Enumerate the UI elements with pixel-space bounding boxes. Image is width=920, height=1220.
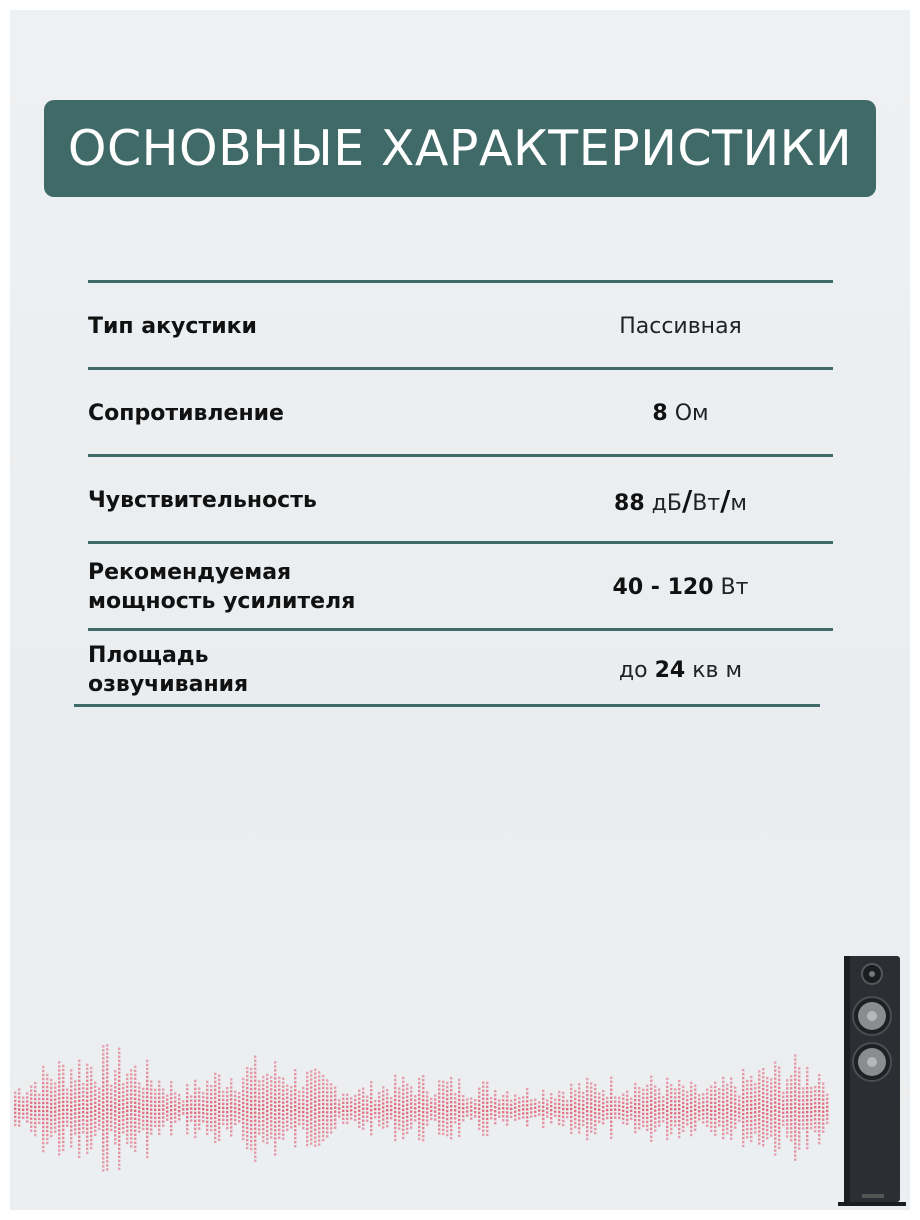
spec-label: Тип акустики: [88, 313, 257, 339]
spec-row-area: [88, 634, 833, 706]
speaker-side: [844, 956, 850, 1202]
sound-wave-illustration: [10, 1040, 910, 1190]
spec-value: [528, 401, 833, 426]
title-banner: [44, 100, 876, 197]
spec-row-power: [88, 547, 833, 627]
spec-value-number: 24: [654, 657, 686, 683]
spec-row-type: [88, 286, 833, 366]
speaker-plinth: [838, 1202, 906, 1206]
spec-value-separator: /: [720, 483, 731, 517]
divider: [74, 704, 820, 707]
spec-value-number: 8: [652, 400, 668, 426]
spec-value-unit: Вт: [720, 574, 749, 600]
floor-speaker-illustration: [830, 950, 910, 1210]
divider: [88, 367, 833, 370]
woofer-lower-cap: [867, 1057, 877, 1067]
spec-label: Рекомендуемая мощность усилителя: [88, 560, 356, 614]
spec-value-unit: дБ: [651, 490, 682, 516]
spec-value: [528, 575, 833, 600]
speaker-badge: [862, 1194, 884, 1198]
spec-row-sensitivity: [88, 460, 833, 540]
spec-value-unit: м: [730, 490, 747, 516]
divider: [88, 280, 833, 283]
woofer-upper-cap: [867, 1011, 877, 1021]
spec-value-unit: Ом: [674, 400, 709, 426]
spec-value-unit: кв м: [692, 657, 743, 683]
spec-value-text: Пассивная: [619, 313, 742, 339]
divider: [88, 541, 833, 544]
spec-value-number: 88: [614, 490, 645, 516]
spec-value: [528, 484, 833, 517]
divider: [88, 628, 833, 631]
divider: [88, 454, 833, 457]
spec-value-separator: /: [681, 483, 693, 517]
page-title: ОСНОВНЫЕ ХАРАКТЕРИСТИКИ: [67, 120, 853, 177]
spec-value-number: 40 - 120: [612, 574, 714, 600]
spec-card: [10, 10, 910, 1210]
spec-value: [528, 314, 833, 339]
spec-value: [528, 658, 833, 683]
spec-label: Чувствительность: [88, 487, 317, 513]
spec-label: Сопротивление: [88, 400, 284, 426]
tweeter-dome: [869, 971, 875, 977]
spec-value-prefix: до: [618, 657, 648, 683]
spec-row-impedance: [88, 373, 833, 453]
spec-label: Площадь озвучивания: [88, 643, 249, 697]
spec-value-unit: Вт: [692, 490, 721, 516]
